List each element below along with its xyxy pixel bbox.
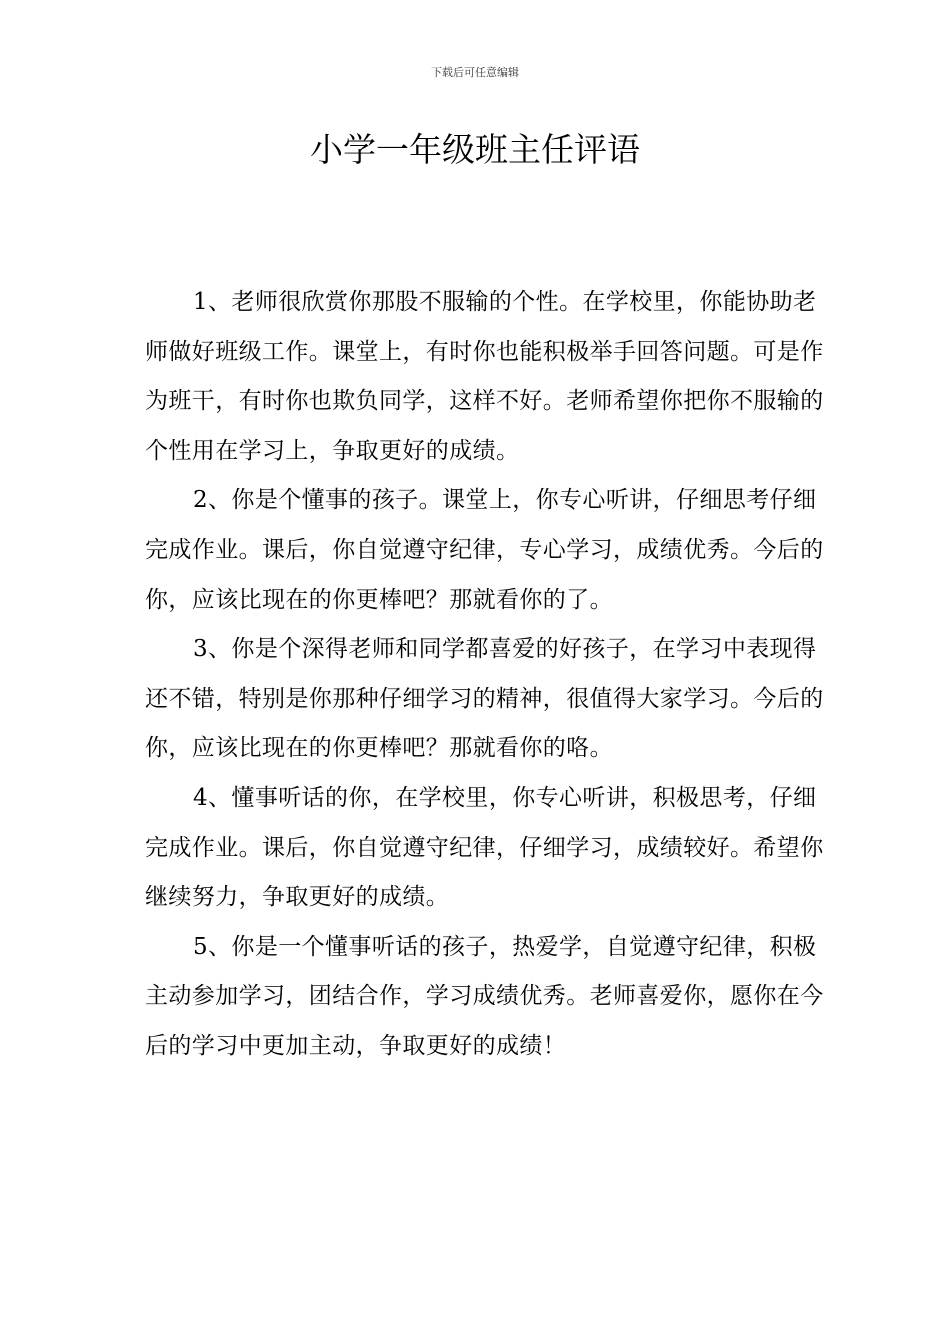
comment-paragraph-3: 3、你是个深得老师和同学都喜爱的好孩子，在学习中表现得还不错，特别是你那种仔细学习的精神，很值得大家学习。今后的你，应该比现在的你更棒吧？那就看你的咯。 [145, 636, 824, 762]
comment-paragraph-5: 5、你是一个懂事听话的孩子，热爱学，自觉遵守纪律，积极主动参加学习，团结合作，学习成绩优秀。老师喜爱你，愿你在今后的学习中更加主动，争取更好的成绩！ [145, 933, 824, 1059]
comment-paragraph-2: 2、你是个懂事的孩子。课堂上，你专心听讲，仔细思考仔细完成作业。课后，你自觉遵守纪律，专心学习，成绩优秀。今后的你，应该比现在的你更棒吧？那就看你的了。 [145, 487, 824, 613]
comment-paragraph-4: 4、懂事听话的你，在学校里，你专心听讲，积极思考，仔细完成作业。课后，你自觉遵守纪律，仔细学习，成绩较好。希望你继续努力，争取更好的成绩。 [145, 784, 824, 911]
header-note: 下载后可任意编辑 [431, 66, 519, 79]
document-title: 小学一年级班主任评语 [310, 130, 640, 169]
comment-paragraph-1: 1、老师很欣赏你那股不服输的个性。在学校里，你能协助老师做好班级工作。课堂上，有时你也能积极举手回答问题。可是作为班干，有时你也欺负同学，这样不好。老师希望你把你不服输的个性用在学习上，争取更好的成绩。 [145, 289, 824, 464]
document-body [145, 278, 835, 1072]
